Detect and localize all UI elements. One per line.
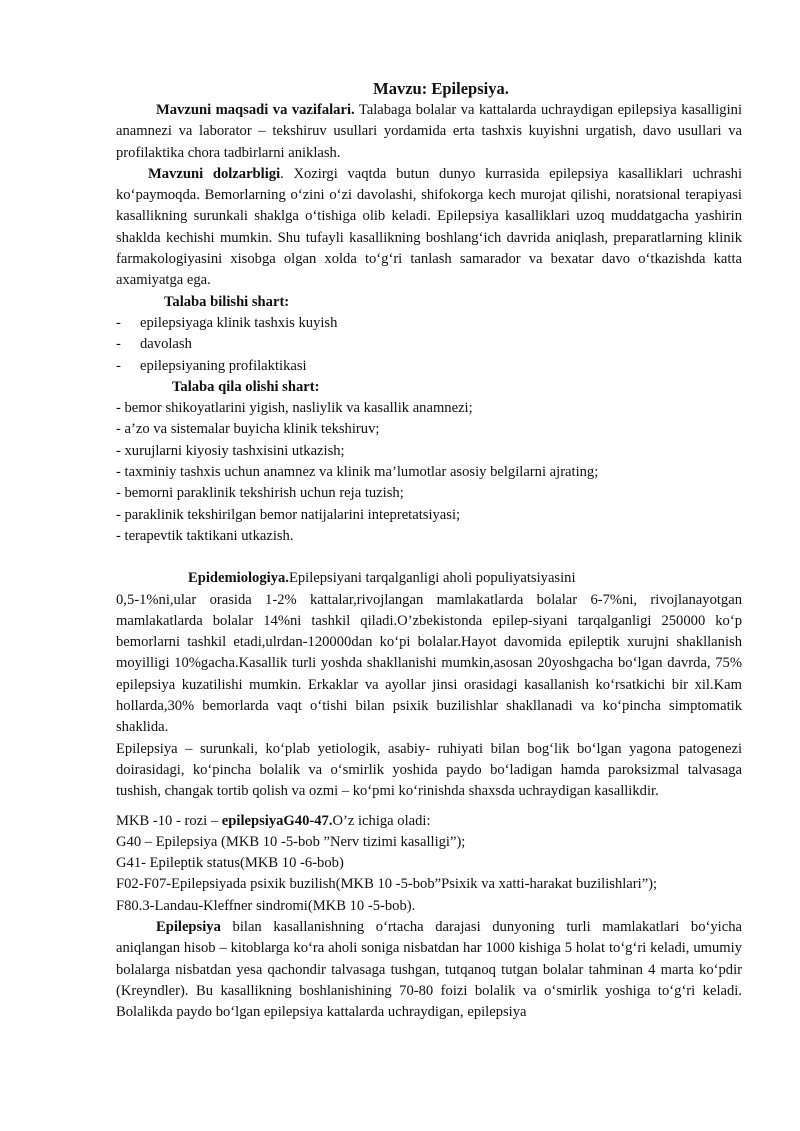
list-item: - epilepsiyaga klinik tashxis kuyish: [116, 313, 742, 334]
epidemiology-paragraph: 0,5-1%ni,ular orasida 1-2% kattalar,rivojlangan mamlakatlarda bolalar 6-7%ni, rivojlanayotgan mamlakatlarda bolalar 14%ni tashkil qiladi.O’zbekistonda epilep-siyani tarqalganligi 250000 ko‘p bemorlarni tashkil etadi,ulrdan-120000dan ko‘pi bolalar.Hayot davomida epileptik xurujni shakllanish moyilligi 10%gacha.Kasallik turli yoshda shakllanishi mumkin,asosan 20yoshgacha bo‘lgan davrda, 75% epilepsiya kuzatilishi mumkin. Erkaklar va ayollar jinsi orasidagi kasallanish ko‘rsatkichi bir xil.Kam hollarda,30% bemorlarda vaqt o‘tishi bilan psixik buzilishlar shakllanadi va ko‘pincha simptomatik shaklida.: [116, 591, 742, 736]
skills-list: [116, 398, 742, 547]
final-text: bilan kasallanishning o‘rtacha darajasi dunyoning turli mamlakatlari bo‘yicha aniqlangan hisob – kitoblarga ko‘ra aholi soniga nisbatdan har 1000 kishiga 5 holat to‘g‘ri keladi, umumiy bolalarga nisbatdan yesa qachondir talvasaga tushgan, tutqanoq tutgan bolalar tahminan 4 marta ko‘pdir (Kreyndler). Bu kasallikning boshlanishining 70-80 foizi bolalik va o‘smirlik yoshiga to‘g‘ri keladi. Bolalikda paydo bo‘lgan epilepsiya kattalarda uchraydigan, epilepsiya: [116, 918, 742, 1021]
mkb-line: F02-F07-Epilepsiyada psixik buzilish(MKB 10 -5-bob”Psixik va xatti-harakat buzilishlari”);: [116, 876, 658, 893]
list-item: - bemor shikoyatlarini yigish, nasliylik va kasallik anamnezi;: [116, 400, 473, 417]
epidemiology-first-line: [116, 568, 742, 589]
document-title: Mavzu: Epilepsiya.: [373, 79, 509, 98]
skills-heading: Talaba qila olishi shart:: [172, 378, 320, 395]
list-item: - paraklinik tekshirilgan bemor natijalarini intepretatsiyasi;: [116, 506, 461, 523]
goal-paragraph: [116, 100, 742, 164]
list-item: - bemorni paraklinik tekshirish uchun reja tuzish;: [116, 485, 404, 502]
list-item: - davolash: [116, 334, 742, 355]
list-item: - taxminiy tashxis uchun anamnez va klinik ma’lumotlar asosiy belgilarni ajrating;: [116, 464, 599, 481]
final-label: Epilepsiya: [156, 918, 221, 935]
document-page: [116, 78, 742, 1023]
knowledge-list: [116, 313, 742, 377]
list-item: - a’zo va sistemalar buyicha klinik tekshiruv;: [116, 421, 380, 438]
relevance-label: Mavzuni dolzarbligi: [148, 165, 281, 182]
mkb-suffix: O’z ichiga oladi:: [332, 812, 431, 829]
definition-paragraph: Epilepsiya – surunkali, ko‘plab yetiologik, asabiy- ruhiyati bilan bog‘lik bo‘lgan yagona patogenezi doirasidagi, ko‘pincha bolalik va o‘smirlik yoshida paydo bo‘ladigan hamda paroksizmal talvasaga tushish, changak tortib qolish va ozmi – ko‘pmi ko‘rinishda shaxsda uchraydigan kasallikdir.: [116, 740, 742, 800]
list-item: - epilepsiyaning profilaktikasi: [116, 356, 742, 377]
list-item: - terapevtik taktikani utkazish.: [116, 527, 294, 544]
mkb-line: G40 – Epilepsiya (MKB 10 -5-bob ”Nerv tizimi kasalligi”);: [116, 833, 466, 850]
goal-label: Mavzuni maqsadi va vazifalari.: [156, 102, 355, 118]
goal-text: Talabaga bolalar va kattalarda uchraydigan epilepsiya kasalligini anamnezi va laborator – tekshiruv usullari yordamida erta tashxis kuyishni urgatish, davo usullari va profilaktika chora tadbirlarni aniklash.: [116, 102, 742, 161]
knowledge-item-text: davolash: [140, 336, 192, 353]
final-paragraph: [116, 917, 742, 1023]
list-item: - xurujlarni kiyosiy tashxisini utkazish;: [116, 442, 345, 459]
relevance-text: . Xozirgi vaqtda butun dunyo kurrasida epilepsiya kasalliklari uchrashi ko‘paymoqda. Bemorlarning o‘zini o‘zi davolashi, shifokorga kech murojat qilishi, noratsional terapiyasi kasallikning surunkali shaklga o‘tishiga olib keladi. Epilepsiya kasalliklari uzoq muddatgacha yashirin shaklda kechishi mumkin. Shu tufayli kasallikning boshlang‘ich davrida aniqlash, preparatlarning klinik farmakologiyasini xisobga olgan xolda to‘g‘ri tanlash samarador va bexatar davo o‘tkazishda katta axamiyatga ega.: [116, 165, 742, 289]
mkb-code: epilepsiyaG40-47.: [221, 812, 333, 829]
mkb-line: F80.3-Landau-Kleffner sindromi(MKB 10 -5-bob).: [116, 897, 416, 914]
mkb-prefix: MKB -10 - rozi –: [116, 812, 222, 829]
mkb-line: G41- Epileptik status(MKB 10 -6-bob): [116, 855, 344, 872]
mkb-heading: [116, 811, 742, 832]
epidemiology-label: Epidemiologiya.: [188, 570, 289, 587]
relevance-paragraph: [116, 164, 742, 292]
knowledge-heading: Talaba bilishi shart:: [164, 293, 290, 310]
knowledge-item-text: epilepsiyaning profilaktikasi: [140, 357, 307, 374]
epidemiology-line1: Epilepsiyani tarqalganligi aholi populiyatsiyasini: [288, 570, 576, 587]
knowledge-item-text: epilepsiyaga klinik tashxis kuyish: [140, 314, 338, 331]
